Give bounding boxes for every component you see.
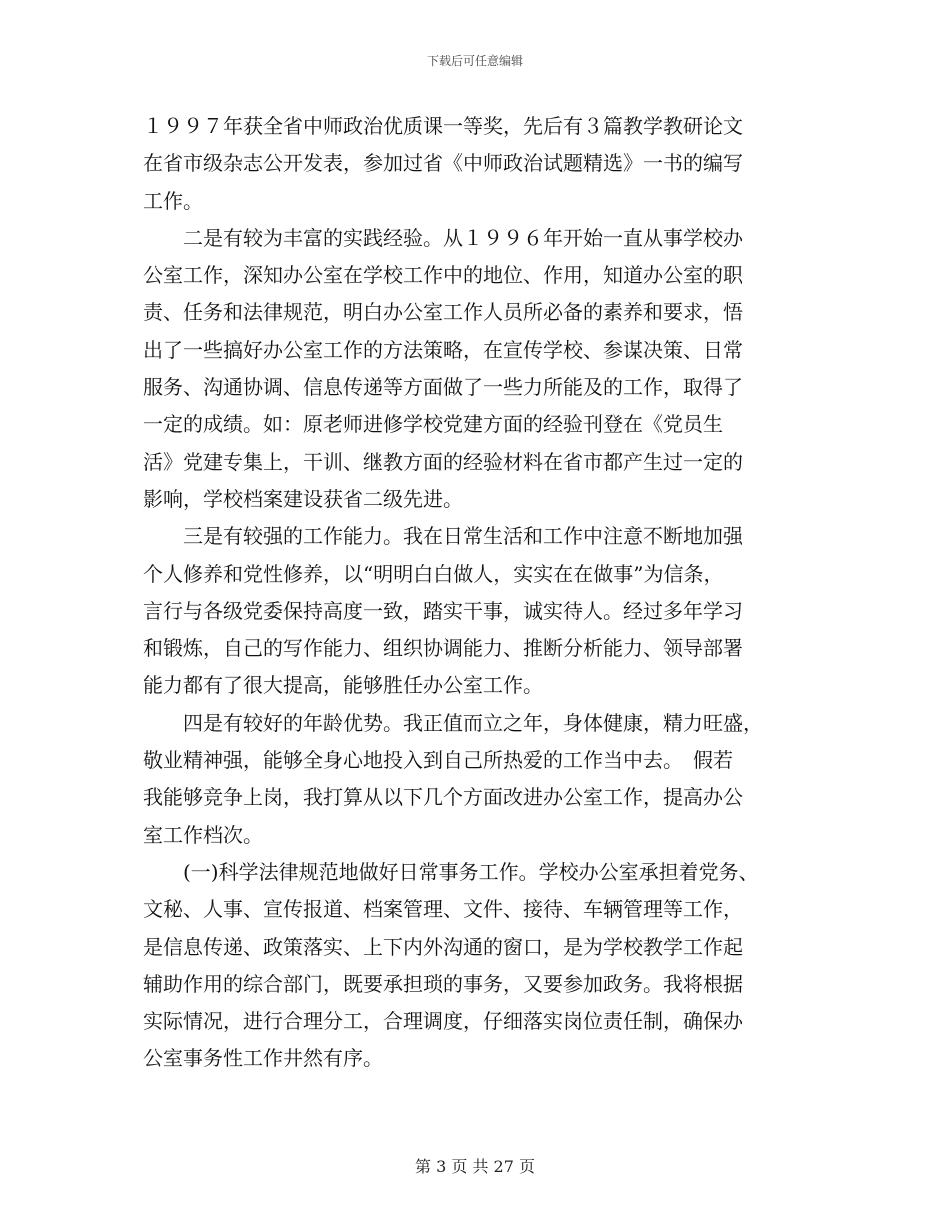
text-line: 影响，学校档案建设获省二级先进。 xyxy=(143,486,463,511)
text-line: 我能够竞争上岗，我打算从以下几个方面改进办公室工作，提高办公 xyxy=(143,785,743,810)
text-line: 责、任务和法律规范，明白办公室工作人员所必备的素养和要求，悟 xyxy=(143,300,743,325)
text-line: 言行与各级党委保持高度一致，踏实干事，诚实待人。经过多年学习 xyxy=(143,598,743,623)
text-line: 是信息传递、政策落实、上下内外沟通的窗口，是为学校教学工作起 xyxy=(143,934,743,959)
page-header: 下载后可任意编辑 xyxy=(426,54,523,68)
text-line: １９９７年获全省中师政治优质课一等奖，先后有３篇教学教研论文 xyxy=(143,114,743,138)
text-line: (一)科学法律规范地做好日常事务工作。学校办公室承担着党务、 xyxy=(143,859,759,884)
text-line: 工作。 xyxy=(143,188,203,213)
text-line: 和锻炼，自己的写作能力、组织协调能力、推断分析能力、领导部署 xyxy=(143,636,743,661)
text-line: 能力都有了很大提高，能够胜任办公室工作。 xyxy=(143,673,543,698)
text-line: 文秘、人事、宣传报道、档案管理、文件、接待、车辆管理等工作， xyxy=(143,897,743,922)
body-text xyxy=(143,108,823,1078)
text-line: 公室工作，深知办公室在学校工作中的地位、作用，知道办公室的职 xyxy=(143,263,743,288)
text-line: 出了一些搞好办公室工作的方法策略，在宣传学校、参谋决策、日常 xyxy=(143,337,743,362)
text-line: 服务、沟通协调、信息传递等方面做了一些力所能及的工作，取得了 xyxy=(143,375,743,400)
page-footer: 第 3 页 共 27 页 xyxy=(415,1157,535,1176)
text-line: 一定的成绩。如：原老师进修学校党建方面的经验刊登在《党员生 xyxy=(143,412,723,437)
text-line: 实际情况，进行合理分工，合理调度，仔细落实岗位责任制，确保办 xyxy=(143,1009,743,1034)
text-line: 四是有较好的年龄优势。我正值而立之年，身体健康，精力旺盛， xyxy=(143,710,763,735)
text-line: 三是有较强的工作能力。我在日常生活和工作中注意不断地加强 xyxy=(143,524,743,549)
text-line: 敬业精神强，能够全身心地投入到自己所热爱的工作当中去。 假若 xyxy=(143,748,733,773)
text-line: 二是有较为丰富的实践经验。从１９９６年开始一直从事学校办 xyxy=(143,225,743,250)
text-line: 个人修养和党性修养，以“明明白白做人，实实在在做事”为信条， xyxy=(143,561,724,586)
text-line: 在省市级杂志公开发表，参加过省《中师政治试题精选》一书的编写 xyxy=(143,151,743,176)
text-line: 活》党建专集上，干训、继教方面的经验材料在省市都产生过一定的 xyxy=(143,449,743,474)
text-line: 辅助作用的综合部门，既要承担琐的事务，又要参加政务。我将根据 xyxy=(143,971,743,996)
text-line: 公室事务性工作井然有序。 xyxy=(143,1046,383,1071)
text-line: 室工作档次。 xyxy=(143,822,263,847)
